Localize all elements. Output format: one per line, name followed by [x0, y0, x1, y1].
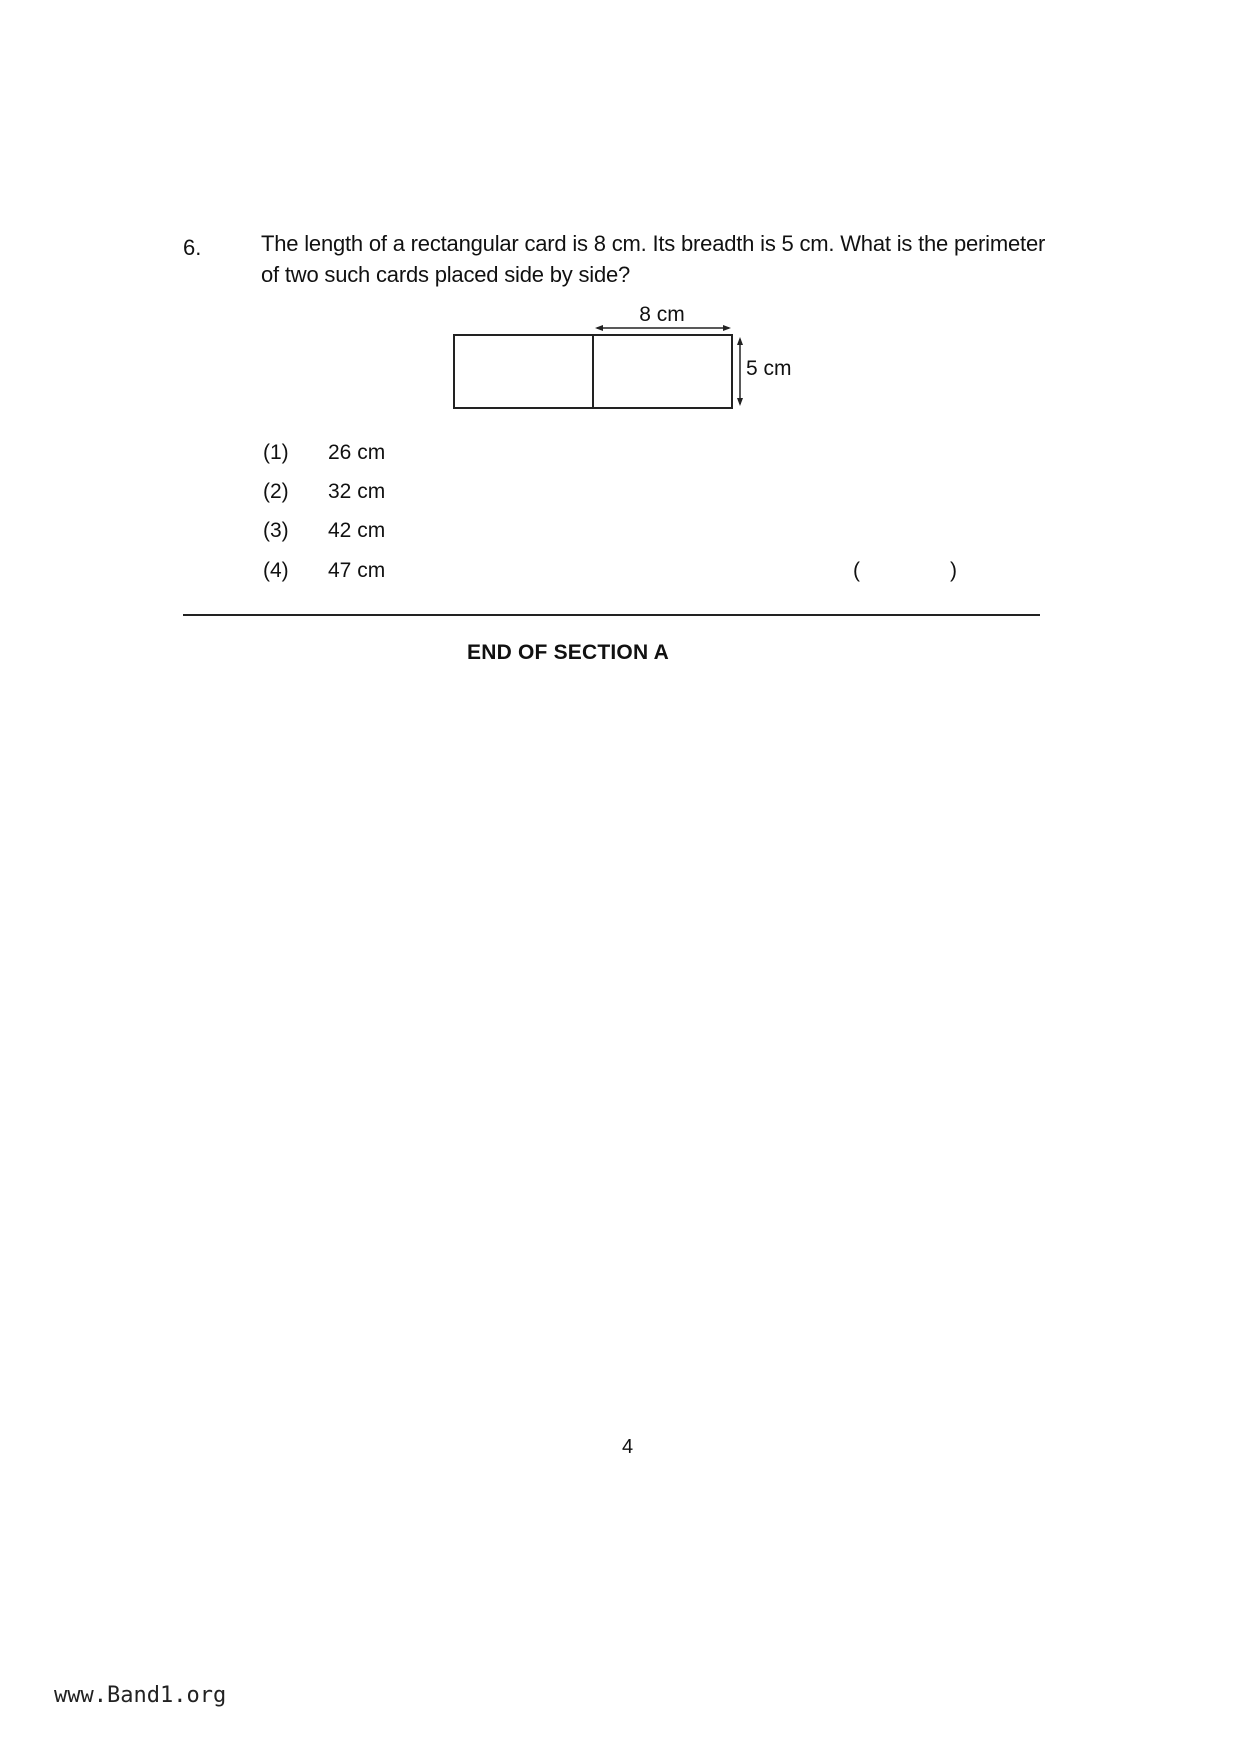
option-1-value: 26 cm [328, 441, 386, 464]
end-of-section-label: END OF SECTION A [467, 641, 669, 664]
option-4-value: 47 cm [328, 559, 386, 582]
length-label: 8 cm [639, 303, 685, 326]
card-right [593, 335, 732, 408]
question-text: The length of a rectangular card is 8 cm. Its breadth is 5 cm. What is the perimeter of two such cards placed side by side? [261, 231, 1046, 287]
option-4-number: (4) [263, 559, 289, 582]
length-arrowhead-right [723, 325, 731, 331]
option-3-value: 42 cm [328, 519, 386, 542]
breadth-label: 5 cm [746, 357, 792, 380]
card-left [454, 335, 593, 408]
option-1-number: (1) [263, 441, 289, 464]
length-arrowhead-left [595, 325, 603, 331]
question-number: 6. [183, 235, 202, 260]
breadth-arrowhead-top [737, 337, 743, 345]
footer-url: www.Band1.org [54, 1683, 227, 1708]
page-number: 4 [622, 1436, 634, 1458]
answer-bracket-close: ) [950, 559, 957, 582]
breadth-arrowhead-bottom [737, 398, 743, 406]
answer-bracket-open: ( [853, 559, 860, 582]
option-2-value: 32 cm [328, 480, 386, 503]
two-cards-diagram [440, 298, 820, 418]
option-3-number: (3) [263, 519, 289, 542]
section-divider [183, 614, 1040, 616]
option-2-number: (2) [263, 480, 289, 503]
